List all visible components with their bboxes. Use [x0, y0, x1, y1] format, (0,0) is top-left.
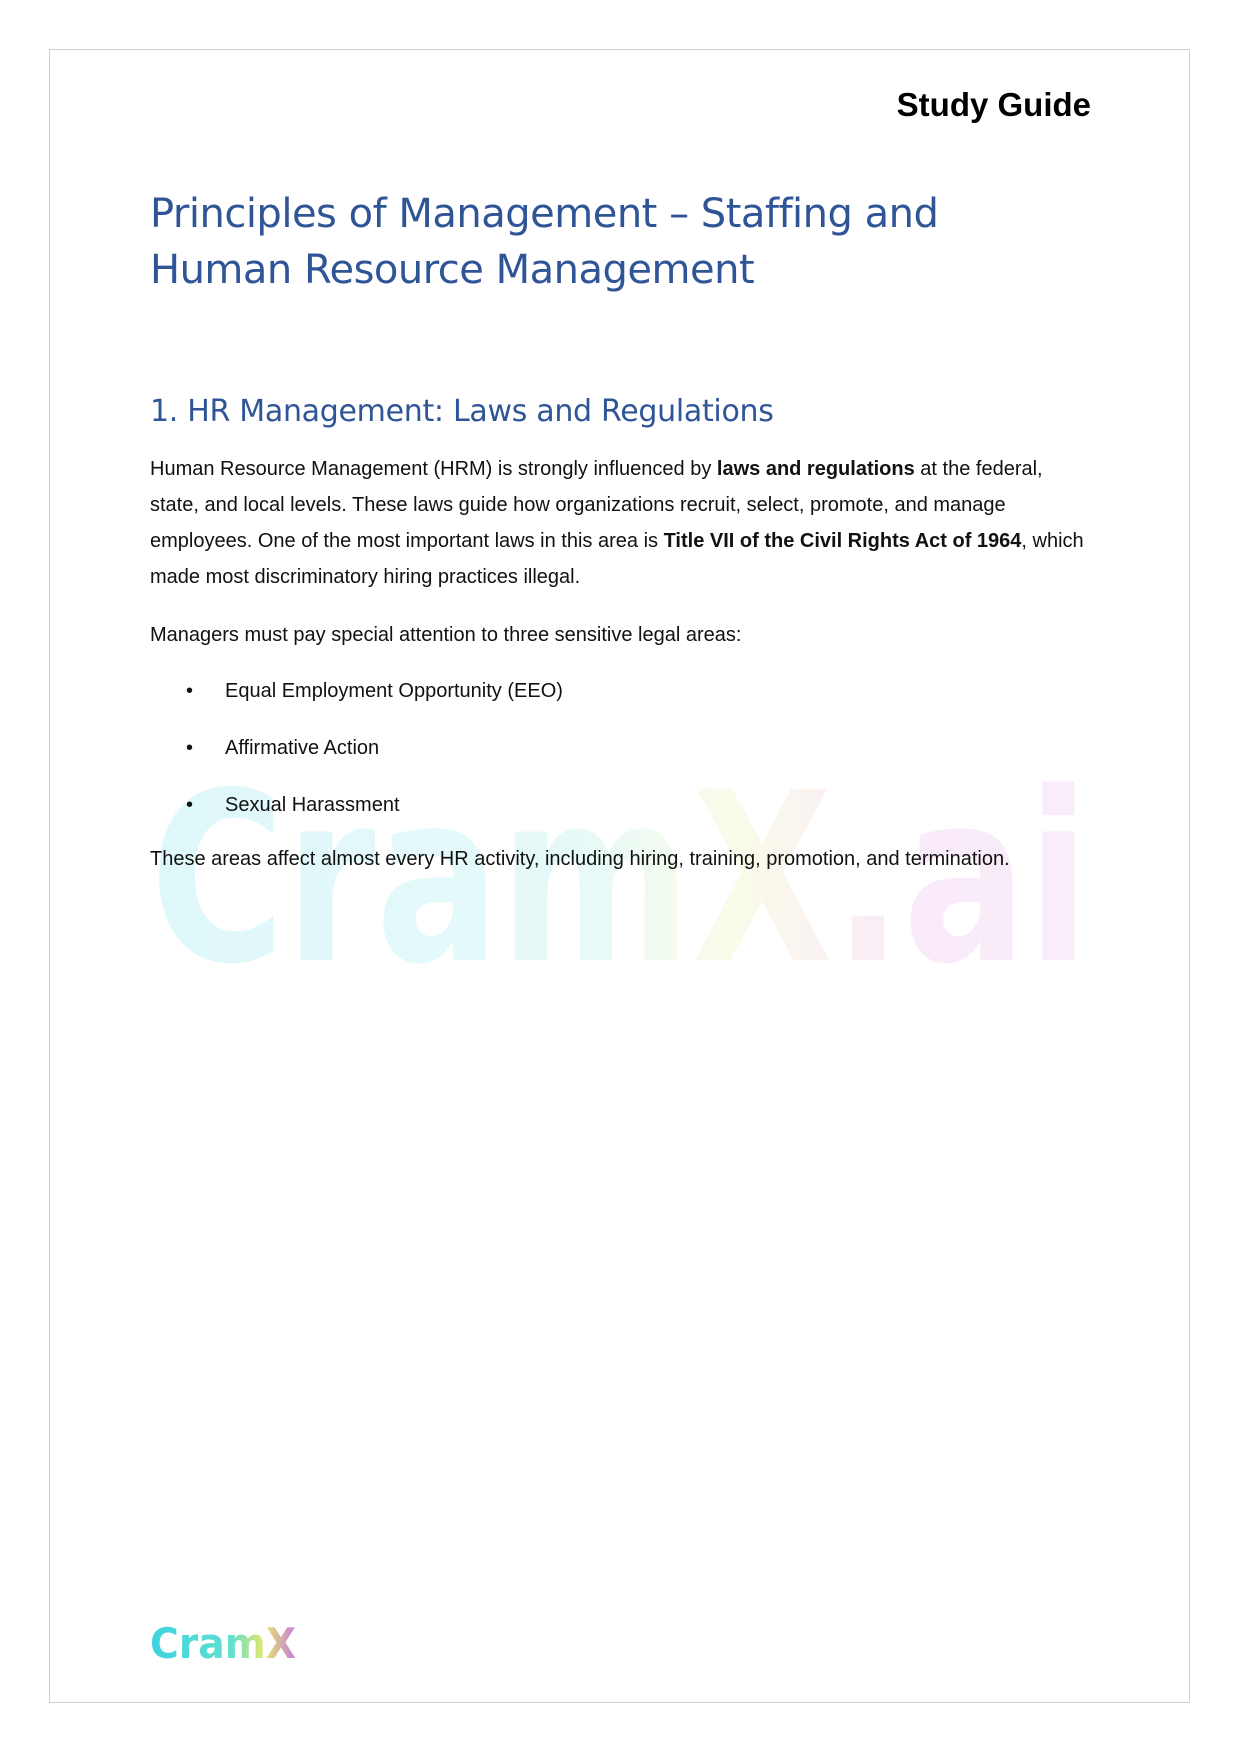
document-body [150, 186, 1090, 877]
para-text-2: at the federal, state, and local levels. These laws guide how organizations recruit, select, promote, and manage employees. One of the most important laws in this area is [150, 458, 1043, 552]
bullet-icon: • [186, 794, 194, 816]
document-title: Principles of Management – Staffing and Human Resource Management [150, 191, 939, 293]
list-item-text: Affirmative Action [225, 737, 380, 759]
bullet-icon: • [186, 680, 194, 702]
closing-paragraph: These areas affect almost every HR activity, including hiring, training, promotion, and termination. [150, 848, 1010, 870]
list-item [150, 787, 1090, 823]
para-bold-title-vii: Title VII of the Civil Rights Act of 1964 [663, 530, 1022, 552]
para-bold-laws: laws and regulations [716, 458, 915, 480]
list-item-text: Sexual Harassment [225, 794, 400, 816]
list-item [150, 730, 1090, 766]
bullet-icon: • [186, 737, 194, 759]
watermark-text: CramX.ai [150, 755, 1090, 1005]
study-guide-label: Study Guide [896, 86, 1091, 123]
list-item [150, 673, 1090, 709]
logo-text: CramX [150, 1619, 296, 1668]
intro-paragraph: Managers must pay special attention to three sensitive legal areas: [150, 624, 742, 646]
list-item-text: Equal Employment Opportunity (EEO) [225, 680, 563, 702]
para-text-3: , which made most discriminatory hiring practices illegal. [150, 530, 1084, 588]
para-text-1: Human Resource Management (HRM) is strongly influenced by [150, 458, 717, 480]
body-paragraph [150, 451, 1090, 595]
legal-areas-list [150, 673, 1090, 823]
section-heading: 1. HR Management: Laws and Regulations [150, 394, 774, 429]
cramx-logo [150, 1618, 298, 1668]
